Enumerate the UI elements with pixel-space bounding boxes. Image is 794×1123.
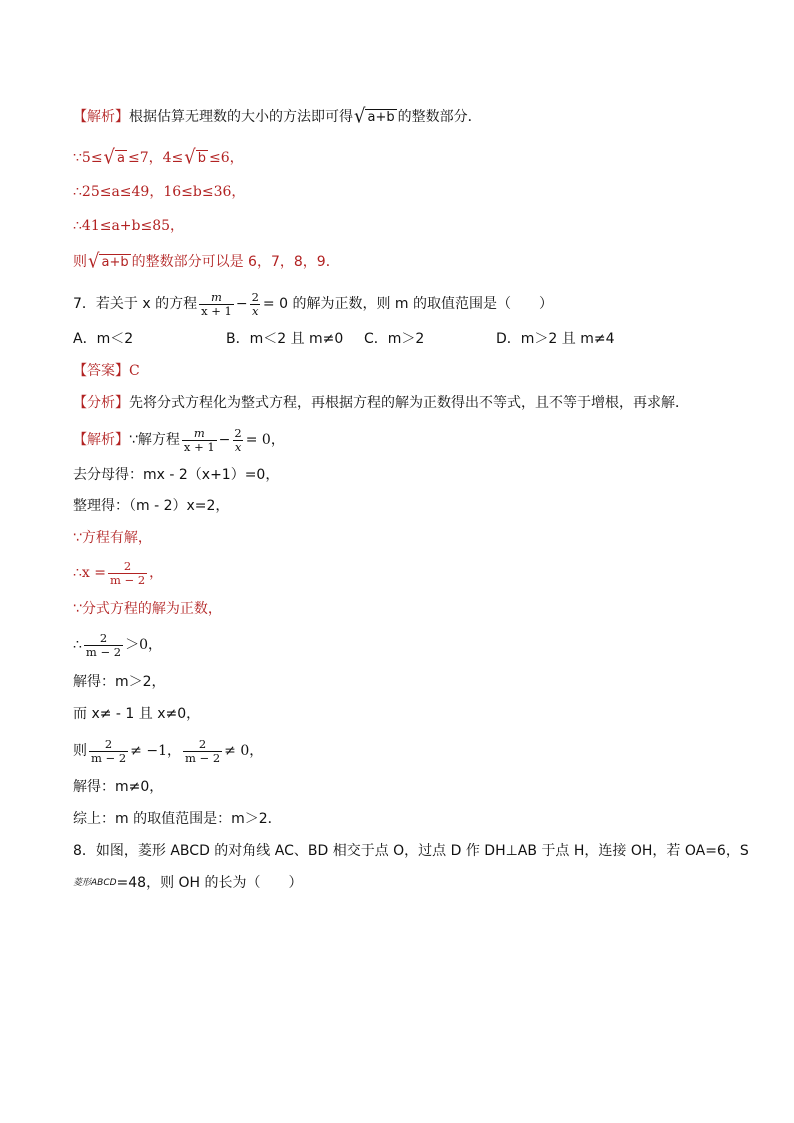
step-text: ≠ −1，: [130, 743, 181, 759]
fenxi-text: 先将分式方程化为整式方程，再根据方程的解为正数得出不等式，且不等于增根，再求解．: [129, 395, 689, 411]
fraction-2-over-m-minus-2: $\frac{2}{m - 2}$: [85, 630, 122, 659]
step-text: ∵5≤: [73, 150, 103, 166]
jiexi-tag: 【解析】: [73, 432, 129, 448]
q6-analysis-line: [73, 106, 734, 128]
q7-fenxi: [73, 392, 734, 414]
q7-step-8: 而 x≠ - 1 且 x≠0，: [73, 706, 201, 722]
step-text: ＞0，: [125, 637, 163, 653]
fraction-m-over-x-plus-1: $\frac{m}{x + 1}$: [201, 289, 232, 318]
step-text: 的整数部分可以是 6，7，8，9．: [131, 254, 340, 270]
step-text: ∴x =: [73, 565, 106, 581]
q7-step-5: ∵分式方程的解为正数，: [73, 601, 222, 617]
q7-stem: [73, 289, 734, 319]
step-text: ∴: [73, 637, 82, 653]
q6-step-2: ∴25≤a≤49，16≤b≤36，: [73, 184, 246, 200]
q7-step-6: [73, 629, 734, 661]
q7-options: [73, 328, 734, 350]
q6-step-1: [73, 147, 734, 169]
answer-value: C: [129, 363, 140, 379]
fraction-2-over-m-minus-2: $\frac{2}{m - 2}$: [91, 736, 127, 765]
fraction-2-over-x: $\frac{2}{x}$: [234, 425, 242, 454]
sqrt-a: √ a: [103, 145, 125, 169]
option-d: D．m＞2 且 m≠4: [496, 331, 615, 347]
fraction-2-over-m-minus-2: $\frac{2}{m - 2}$: [185, 736, 221, 765]
step-text: ≤7，4≤: [128, 150, 184, 166]
step-text: ，: [149, 565, 164, 581]
jiexi-text: ∵解方程: [129, 432, 180, 448]
answer-tag: 【答案】: [73, 363, 129, 379]
analysis-text: 根据估算无理数的大小的方法即可得: [129, 109, 353, 125]
q6-step-4: [73, 251, 734, 273]
fraction-m-over-x-plus-1: $\frac{m}{x + 1}$: [183, 425, 215, 454]
stem-text: 7．若关于 x 的方程: [73, 296, 198, 312]
q7-jiexi: [73, 425, 734, 455]
option-a: A．m＜2: [73, 331, 134, 347]
q6-step-3: ∴41≤a+b≤85，: [73, 218, 185, 234]
stem-text-end: = 0 的解为正数，则 m 的取值范围是（ ）: [262, 296, 553, 312]
q7-step-3: ∵方程有解，: [73, 530, 152, 546]
fraction-2-over-x: $\frac{2}{x}$: [251, 289, 259, 318]
jiexi-text-end: = 0，: [245, 432, 285, 448]
option-c: C．m＞2: [364, 331, 425, 347]
minus-sign: −: [218, 432, 231, 448]
area-subscript: 菱形ABCD: [73, 878, 117, 888]
step-text: ≠ 0，: [224, 743, 264, 759]
fraction-2-over-m-minus-2: $\frac{2}{m - 2}$: [109, 558, 146, 587]
sqrt-a-plus-b: √ a+b: [88, 249, 129, 273]
stem-text: =48，则 OH 的长为（ ）: [116, 875, 303, 891]
q7-step-1: 去分母得：mx - 2（x+1）=0，: [73, 467, 280, 483]
step-text: ≤6，: [209, 150, 244, 166]
q7-step-11: 综上：m 的取值范围是：m＞2．: [73, 811, 282, 827]
step-text: 则: [73, 254, 87, 270]
q8-stem-line-1: 8．如图，菱形 ABCD 的对角线 AC、BD 相交于点 O，过点 D 作 DH⊥AB 于点 H，连接 OH，若 OA=6，S: [73, 843, 749, 859]
fenxi-tag: 【分析】: [73, 395, 129, 411]
sqrt-expression: √ a+b: [354, 104, 395, 128]
analysis-tag: 【解析】: [73, 109, 129, 125]
option-b: B．m＜2 且 m≠0: [226, 331, 344, 347]
minus-sign: −: [235, 296, 248, 312]
sqrt-b: √ b: [184, 145, 207, 169]
q7-step-9: [73, 735, 734, 767]
step-text: 则: [73, 743, 87, 759]
q7-answer: [73, 360, 734, 382]
q7-step-10: 解得：m≠0，: [73, 779, 164, 795]
analysis-text-end: 的整数部分．: [397, 109, 482, 125]
q7-step-2: 整理得：（m - 2）x=2，: [73, 498, 230, 514]
q8-stem-line-2: [73, 872, 734, 894]
q7-step-4: [73, 557, 734, 589]
q7-step-7: 解得：m＞2，: [73, 674, 166, 690]
